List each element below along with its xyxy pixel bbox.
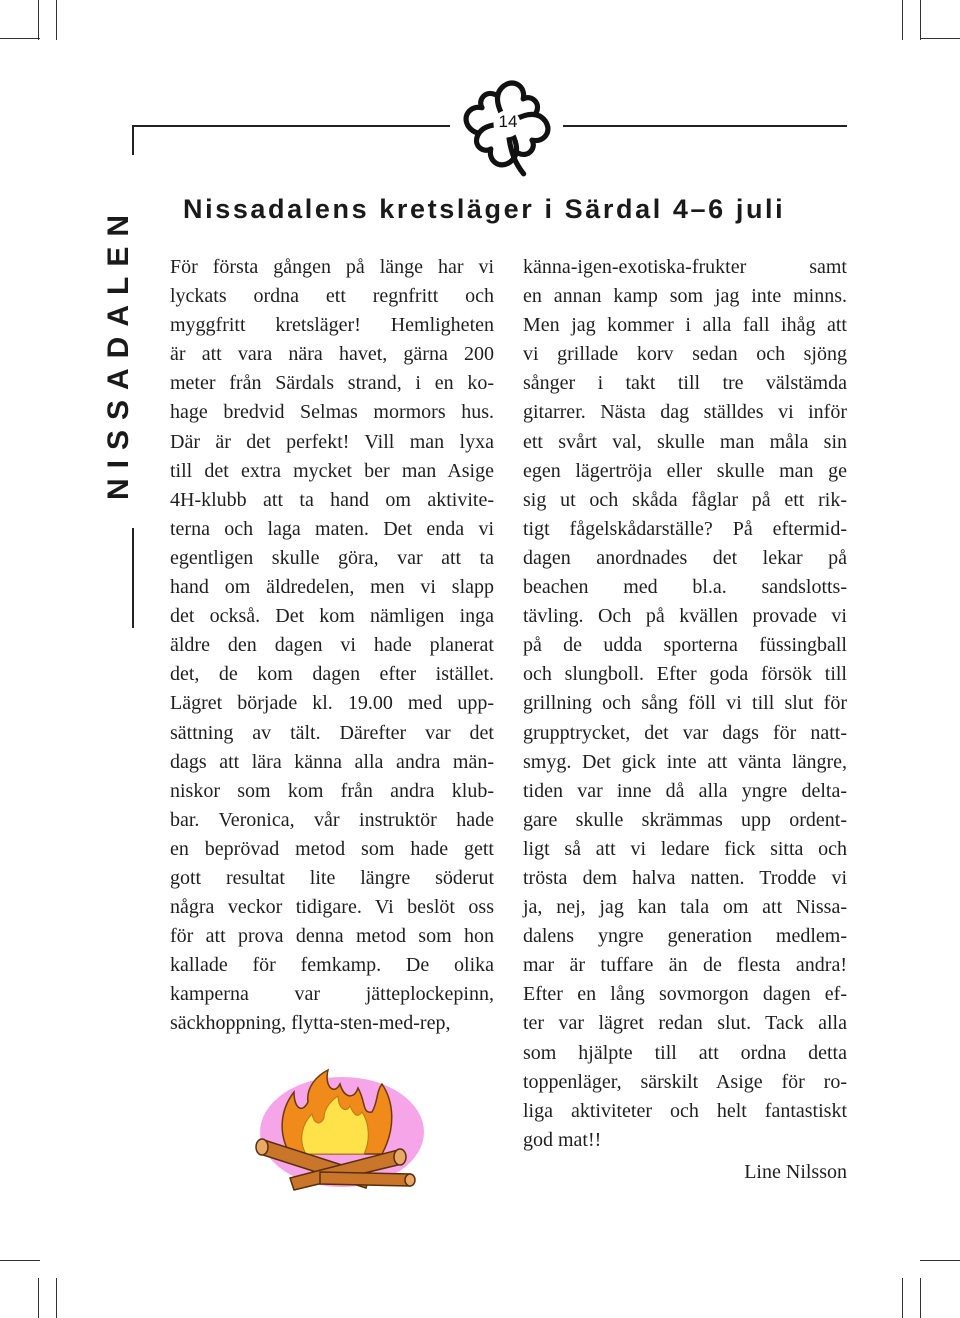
text-line: hage bredvid Selmas mormors hus. xyxy=(170,401,494,424)
text-line: dagen anordnades det lekar på xyxy=(523,546,847,569)
text-line: sättning av tält. Därefter var det xyxy=(170,721,494,744)
text-line: liga aktiviteter och helt fantastiskt xyxy=(523,1099,847,1122)
crop-mark-top-left-h xyxy=(0,38,40,39)
text-line: säckhoppning, flytta-sten-med-rep, xyxy=(170,1012,451,1035)
text-line: det också. Det kom nämligen inga xyxy=(170,605,494,628)
text-line: niskor som kom från andra klub- xyxy=(170,779,494,802)
crop-mark-bottom-left-v2 xyxy=(56,1278,57,1318)
text-line: bar. Veronica, vår instruktör hade xyxy=(170,808,494,831)
text-line: dalens yngre generation medlem- xyxy=(523,925,847,948)
text-line: tiden var inne då alla yngre delta- xyxy=(523,779,847,802)
campfire-illustration xyxy=(250,1062,425,1194)
text-line: 4H-klubb att ta hand om aktivite- xyxy=(170,488,494,511)
article-column-right xyxy=(523,253,847,1155)
text-line: smyg. Det gick inte att vänta längre, xyxy=(523,750,847,773)
author-signature: Line Nilsson xyxy=(744,1161,847,1183)
text-line: för att prova denna metod som hon xyxy=(170,925,494,948)
side-rule xyxy=(132,528,134,628)
text-line: några veckor tidigare. Vi beslöt oss xyxy=(170,896,494,919)
text-line: grillning och sång föll vi till slut för xyxy=(523,692,847,715)
text-line: Efter en lång sovmorgon dagen ef- xyxy=(523,983,847,1006)
crop-mark-top-left-v2 xyxy=(56,0,57,40)
text-line: vi grillade korv sedan och sjöng xyxy=(523,343,847,366)
crop-mark-bottom-right-h xyxy=(920,1260,960,1261)
text-line: toppenläger, särskilt Asige för ro- xyxy=(523,1070,847,1093)
page-number: 14 xyxy=(498,112,518,131)
text-line: äldre den dagen vi hade planerat xyxy=(170,634,494,657)
header-rule-left xyxy=(132,125,450,127)
text-line: beachen med bl.a. sandslotts- xyxy=(523,576,847,599)
crop-mark-bottom-left-v xyxy=(38,1278,39,1318)
text-line: ja, nej, jag kan tala om att Nissa- xyxy=(523,896,847,919)
text-line: För första gången på länge har vi xyxy=(170,256,494,278)
text-line: känna-igen-exotiska-frukter samt xyxy=(523,256,847,278)
text-line: sig ut och skåda fåglar på ett rik- xyxy=(523,488,847,511)
text-line: mar är tuffare än de flesta andra! xyxy=(523,954,847,977)
crop-mark-top-right-v2 xyxy=(920,0,921,40)
text-line: kamperna var jätteplockepinn, xyxy=(170,983,494,1006)
text-line: dags att lära känna alla andra män- xyxy=(170,750,494,773)
crop-mark-top-right-v xyxy=(902,0,903,40)
text-line: på de udda sporterna füssingball xyxy=(523,634,847,657)
text-line: terna och laga maten. Det enda vi xyxy=(170,517,494,540)
text-line: som hjälpte till att ordna detta xyxy=(523,1041,847,1064)
text-line: ter var lägret redan slut. Tack alla xyxy=(523,1012,847,1035)
text-line: tigt fågelskådarställe? På eftermid- xyxy=(523,517,847,540)
text-line: god mat!! xyxy=(523,1128,602,1151)
text-line: en annan kamp som jag inte minns. xyxy=(523,285,847,308)
article-column-left xyxy=(170,253,494,1039)
text-line: gitarrer. Nästa dag ställdes vi inför xyxy=(523,401,847,424)
crop-mark-bottom-left-h xyxy=(0,1260,40,1261)
text-line: ligt så att vi ledare fick sitta och xyxy=(523,837,847,860)
text-line: det, de kom dagen efter istället. xyxy=(170,663,494,686)
text-line: trösta dem halva natten. Trodde vi xyxy=(523,866,847,889)
text-line: tävling. Och på kvällen provade vi xyxy=(523,605,847,628)
text-line: grupptrycket, det var dags för natt- xyxy=(523,721,847,744)
header-rule-corner xyxy=(132,125,134,155)
text-line: ett svårt val, skulle man måla sin xyxy=(523,430,847,453)
text-line: Men jag kommer i alla fall ihåg att xyxy=(523,314,847,337)
crop-mark-top-right-h xyxy=(920,38,960,39)
text-line: Lägret började kl. 19.00 med upp- xyxy=(170,692,494,715)
text-line: kallade för femkamp. De olika xyxy=(170,954,494,977)
text-line: meter från Särdals strand, i en ko- xyxy=(170,372,494,395)
section-title-vertical: NISSADALEN xyxy=(102,204,135,500)
text-line: egen lägertröja eller skulle man ge xyxy=(523,459,847,482)
crop-mark-bottom-right-v xyxy=(902,1278,903,1318)
text-line: en beprövad metod som hade gett xyxy=(170,837,494,860)
text-line: till det extra mycket ber man Asige xyxy=(170,459,494,482)
text-line: och slungboll. Efter goda försök till xyxy=(523,663,847,686)
text-line: hand om äldredelen, men vi slapp xyxy=(170,576,494,599)
text-line: sånger i takt till tre välstämda xyxy=(523,372,847,395)
crop-mark-bottom-right-v2 xyxy=(920,1278,921,1318)
header-rule-right xyxy=(563,125,847,127)
text-line: är att vara nära havet, gärna 200 xyxy=(170,343,494,366)
crop-mark-top-left-v xyxy=(38,0,39,40)
text-line: gott resultat lite längre söderut xyxy=(170,866,494,889)
text-line: myggfritt kretsläger! Hemligheten xyxy=(170,314,494,337)
text-line: gare skulle skrämmas upp ordent- xyxy=(523,808,847,831)
article-title: Nissadalens kretsläger i Särdal 4–6 juli xyxy=(183,194,786,224)
text-line: Där är det perfekt! Vill man lyxa xyxy=(170,430,494,453)
text-line: lyckats ordna ett regnfritt och xyxy=(170,285,494,308)
text-line: egentligen skulle göra, var att ta xyxy=(170,546,494,569)
